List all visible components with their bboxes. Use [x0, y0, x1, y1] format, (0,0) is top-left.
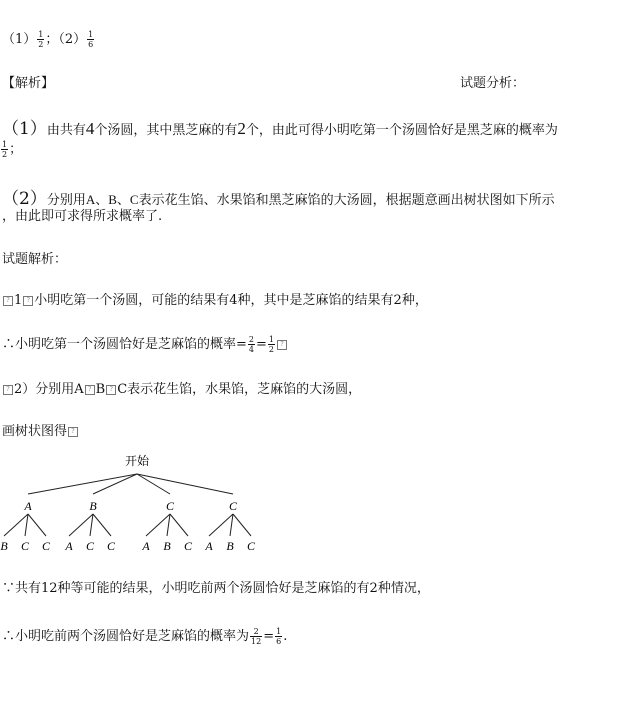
- solution-part1-fraction-1: [248, 335, 255, 354]
- tree-node-level1: C: [228, 499, 238, 513]
- solution-part2-line3: ∵共有12种等可能的结果，小明吃前两个汤圆恰好是芝麻馅的有2种情况，: [2, 581, 430, 596]
- answer-line: [2, 28, 95, 49]
- fraction-numerator: 1: [2, 140, 8, 149]
- solution-part1-number: 1: [14, 293, 23, 308]
- fraction-denominator: 2: [38, 40, 44, 49]
- tree-node-level1: C: [165, 499, 175, 513]
- tree-labels: [0, 453, 256, 553]
- tree-node-level2: C: [85, 539, 95, 553]
- tree-branch-level2: [4, 514, 28, 536]
- missing-glyph-icon: ?: [3, 385, 13, 395]
- fraction-denominator: 2: [268, 345, 274, 354]
- part1-text-b: 个汤圆，其中黑芝麻的有: [94, 123, 238, 138]
- tree-lines: [4, 474, 251, 536]
- period: .: [283, 629, 288, 644]
- missing-glyph-icon: ?: [3, 296, 13, 306]
- solution-part2-line4: [2, 625, 287, 646]
- answer-part1-fraction: [37, 30, 44, 49]
- tree-node-level2: C: [106, 539, 116, 553]
- tree-branch-level2: [230, 514, 233, 536]
- tree-node-level2: B: [0, 539, 8, 553]
- tree-branch-level1: [93, 474, 137, 494]
- missing-glyph-icon: ?: [85, 385, 95, 395]
- tree-branch-level1: [137, 474, 233, 494]
- tree-node-level1: A: [24, 499, 32, 513]
- tree-branch-level2: [28, 514, 46, 536]
- tree-branch-level1: [28, 474, 137, 494]
- part1-text-c: 个，由此可得小明吃第一个汤圆恰好是黑芝麻的概率为: [245, 123, 558, 138]
- solution-part2-text-c: C表示花生馅，水果馅，芝麻馅的大汤圆，: [117, 382, 362, 397]
- fraction-denominator: 6: [276, 637, 282, 646]
- missing-glyph-icon: ?: [106, 385, 116, 395]
- tree-node-level2: A: [142, 539, 150, 553]
- answer-part2-fraction: [87, 30, 94, 49]
- equals-sign: =: [256, 337, 267, 352]
- analysis-heading: 【解析】: [2, 76, 55, 91]
- tree-branch-level2: [170, 514, 188, 536]
- fraction-denominator: 6: [88, 40, 94, 49]
- fraction-denominator: 4: [248, 345, 254, 354]
- solution-part2-fraction-1: [250, 627, 262, 646]
- solution-heading: 试题解析：: [2, 252, 68, 267]
- part2-text-b: 表示花生馅、水果馅和黑芝麻馅的大汤圆，根据题意画出树状图如下所示: [138, 193, 555, 208]
- solution-part1-text: 小明吃第一个汤圆，可能的结果有4种，其中是芝麻馅的结果有2种，: [34, 293, 428, 308]
- tree-diagram: [0, 452, 300, 562]
- tree-branch-level2: [25, 514, 28, 536]
- solution-part2-text-a: 2）分别用A: [14, 382, 84, 397]
- tree-node-level2: C: [41, 539, 51, 553]
- tree-node-level2: A: [65, 539, 73, 553]
- tree-branch-level2: [167, 514, 170, 536]
- tree-node-level2: C: [246, 539, 256, 553]
- tree-node-level2: C: [20, 539, 30, 553]
- tree-node-level2: B: [163, 539, 171, 553]
- fraction-numerator: 2: [250, 627, 262, 637]
- analysis-subheading: 试题分析：: [460, 76, 526, 91]
- tree-node-level2: B: [226, 539, 234, 553]
- solution-part2-line2: [2, 420, 79, 439]
- part1-black-count: 2: [237, 119, 246, 138]
- answer-part2-label: （2）: [58, 32, 87, 47]
- part1-analysis: [2, 114, 558, 139]
- part1-total-count: 4: [85, 119, 95, 138]
- tree-node-level2: C: [183, 539, 193, 553]
- equals-sign: =: [263, 629, 275, 644]
- tree-branch-level2: [69, 514, 93, 536]
- fraction-numerator: 1: [276, 627, 282, 636]
- tree-root-label: 开始: [124, 454, 150, 468]
- tree-branch-level2: [93, 514, 111, 536]
- solution-part1-fraction-2: [268, 335, 275, 354]
- solution-part1-line2: [2, 333, 288, 354]
- solution-part1-line1: [2, 289, 428, 308]
- missing-glyph-icon: ?: [277, 340, 287, 350]
- fraction-denominator: 12: [251, 637, 262, 646]
- missing-glyph-icon: ?: [68, 427, 78, 437]
- tree-branch-level2: [146, 514, 170, 536]
- tree-branch-level2: [233, 514, 251, 536]
- fraction-denominator: 2: [2, 150, 8, 159]
- solution-part2-text-b: B: [95, 382, 106, 397]
- fraction-numerator: 1: [38, 30, 44, 39]
- part1-analysis-end: [0, 138, 22, 159]
- part1-end: ；: [9, 142, 23, 157]
- part1-label: （1）: [2, 119, 47, 139]
- tree-intro-text: 画树状图得: [2, 424, 68, 439]
- missing-glyph-icon: ?: [23, 296, 33, 306]
- answer-separator: ；: [45, 32, 59, 47]
- fraction-numerator: 1: [88, 30, 94, 39]
- part2-analysis-line2: ，由此即可求得所求概率了.: [2, 209, 163, 224]
- solution-part2-line1: [2, 378, 361, 397]
- answer-part1-label: （1）: [2, 32, 37, 47]
- tree-node-level2: A: [205, 539, 213, 553]
- tree-branch-level2: [209, 514, 233, 536]
- solution-part2-fraction-2: [275, 627, 282, 646]
- solution-part1-conclusion: ∴小明吃第一个汤圆恰好是芝麻馅的概率=: [2, 337, 247, 352]
- solution-part2-conclusion: ∴小明吃前两个汤圆恰好是芝麻馅的概率为: [2, 629, 250, 644]
- part2-letters: A、B、C: [85, 192, 139, 207]
- tree-branch-level2: [90, 514, 93, 536]
- fraction-numerator: 1: [268, 335, 274, 344]
- part1-fraction: [1, 140, 8, 159]
- part1-text-a: 由共有: [46, 123, 86, 138]
- tree-node-level1: B: [89, 499, 97, 513]
- part2-label: （2）: [2, 189, 47, 209]
- part2-text-a: 分别用: [46, 193, 86, 208]
- fraction-numerator: 2: [248, 335, 254, 344]
